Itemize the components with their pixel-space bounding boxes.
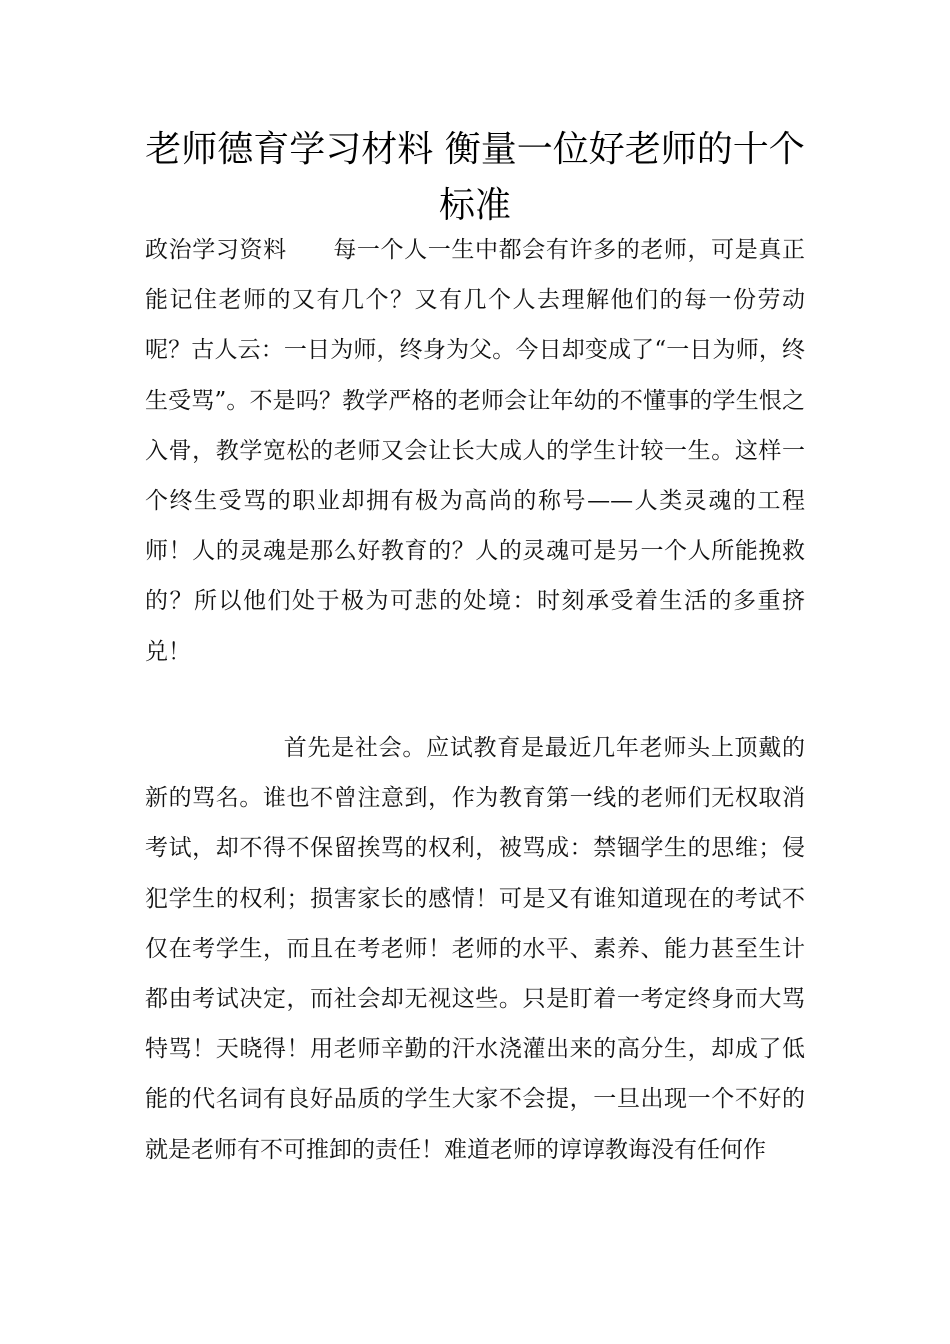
paragraph-intro: [145, 225, 805, 677]
source-label: 政治学习资料: [145, 237, 287, 263]
paragraph-society: [145, 723, 805, 1175]
document-title: 老师德育学习材料 衡量一位好老师的十个标准: [145, 129, 805, 226]
paragraph-intro-text: 每一个人一生中都会有许多的老师，可是真正能记住老师的又有几个？又有几个人去理解他们的每一份劳动呢？古人云：一日为师，终身为父。今日却变成了“一日为师，终生受骂”。不是吗？教学严格的老师会让年幼的不懂事的学生恨之入骨，教学宽松的老师又会让长大成人的学生计较一生。这样一个终生受骂的职业却拥有极为高尚的称号——人类灵魂的工程师！人的灵魂是那么好教育的？人的灵魂可是另一个人所能挽救的？所以他们处于极为可悲的处境：时刻承受着生活的多重挤兑！: [145, 237, 806, 665]
paragraph-society-text: 首先是社会。应试教育是最近几年老师头上顶戴的新的骂名。谁也不曾注意到，作为教育第一线的老师们无权取消考试，却不得不保留挨骂的权利，被骂成：禁锢学生的思维；侵犯学生的权利；损害家长的感情！可是又有谁知道现在的考试不仅在考学生，而且在考老师！老师的水平、素养、能力甚至生计都由考试决定，而社会却无视这些。只是盯着一考定终身而大骂特骂！天晓得！用老师辛勤的汗水浇灌出来的高分生，却成了低能的代名词有良好品质的学生大家不会提，一旦出现一个不好的就是老师有不可推卸的责任！难道老师的谆谆教诲没有任何作: [145, 735, 805, 1163]
